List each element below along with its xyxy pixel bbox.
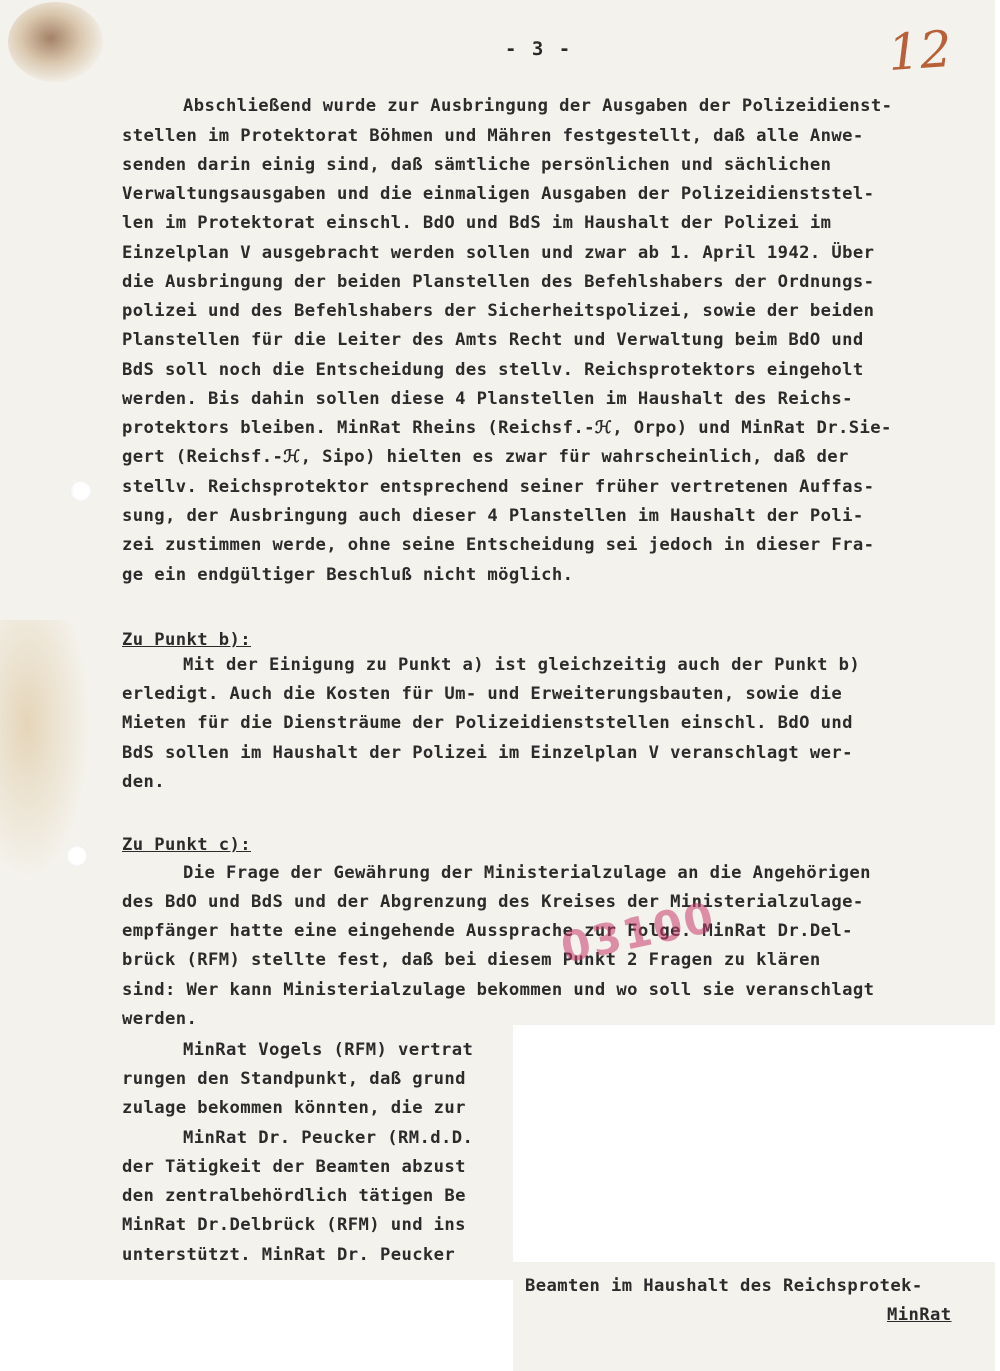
archive-stamp: 03100 bbox=[556, 892, 720, 973]
section-heading-b: Zu Punkt b): bbox=[122, 630, 251, 650]
punch-hole bbox=[66, 845, 88, 867]
text-line: empfänger hatte eine eingehende Aussprache zur Folge. MinRat Dr.Del- bbox=[122, 921, 853, 941]
section-heading-c: Zu Punkt c): bbox=[122, 835, 251, 855]
text-line: Verwaltungsausgaben und die einmaligen Ausgaben der Polizeidienststel- bbox=[122, 184, 875, 204]
text-line: stellv. Reichsprotektor entsprechend seiner früher vertretenen Auffas- bbox=[122, 477, 875, 497]
text-line: Beamten im Haushalt des Reichsprotek- bbox=[525, 1276, 923, 1296]
text-line: protektors bleiben. MinRat Rheins (Reichsf.-ℋ, Orpo) und MinRat Dr.Sie- bbox=[122, 418, 892, 438]
document-fragment bbox=[513, 1262, 995, 1371]
text-line: BdS sollen im Haushalt der Polizei im Einzelplan V veranschlagt wer- bbox=[122, 743, 853, 763]
text-line: zei zustimmen werde, ohne seine Entscheidung sei jedoch in dieser Fra- bbox=[122, 535, 875, 555]
text-line: stellen im Protektorat Böhmen und Mähren festgestellt, daß alle Anwe- bbox=[122, 126, 864, 146]
redaction-block bbox=[513, 1025, 1000, 1279]
text-line: Einzelplan V ausgebracht werden sollen und zwar ab 1. April 1942. Über bbox=[122, 243, 875, 263]
text-line: erledigt. Auch die Kosten für Um- und Erweiterungsbauten, sowie die bbox=[122, 684, 843, 704]
page-number: - 3 - bbox=[505, 38, 573, 60]
text-line: BdS soll noch die Entscheidung des stellv. Reichsprotektors eingeholt bbox=[122, 360, 864, 380]
archive-number: 12 bbox=[886, 19, 954, 83]
text-line: MinRat Vogels (RFM) vertrat bbox=[183, 1040, 474, 1060]
text-line: gert (Reichsf.-ℋ, Sipo) hielten es zwar für wahrscheinlich, daß der bbox=[122, 447, 849, 467]
text-line: ge ein endgültiger Beschluß nicht möglich. bbox=[122, 565, 574, 585]
stain-mark bbox=[8, 2, 103, 82]
stain-mark bbox=[0, 620, 90, 880]
text-line: senden darin einig sind, daß sämtliche persönlichen und sächlichen bbox=[122, 155, 832, 175]
text-line: zulage bekommen könnten, die zur bbox=[122, 1098, 466, 1118]
text-line: sind: Wer kann Ministerialzulage bekommen und wo soll sie veranschlagt bbox=[122, 980, 875, 1000]
text-line: des BdO und BdS und der Abgrenzung des Kreises der Ministerialzulage- bbox=[122, 892, 864, 912]
text-line: Mieten für die Diensträume der Polizeidienststellen einschl. BdO und bbox=[122, 713, 853, 733]
text-line: den. bbox=[122, 772, 165, 792]
text-line: Abschließend wurde zur Ausbringung der Ausgaben der Polizeidienst- bbox=[183, 96, 893, 116]
text-line: die Ausbringung der beiden Planstellen des Befehlshabers der Ordnungs- bbox=[122, 272, 875, 292]
text-line: rungen den Standpunkt, daß grund bbox=[122, 1069, 466, 1089]
text-line: MinRat Dr. Peucker (RM.d.D. bbox=[183, 1128, 474, 1148]
text-line: sung, der Ausbringung auch dieser 4 Planstellen im Haushalt der Poli- bbox=[122, 506, 864, 526]
text-line: der Tätigkeit der Beamten abzust bbox=[122, 1157, 466, 1177]
text-line: Mit der Einigung zu Punkt a) ist gleichzeitig auch der Punkt b) bbox=[183, 655, 861, 675]
text-line: unterstützt. MinRat Dr. Peucker bbox=[122, 1245, 456, 1265]
text-line: brück (RFM) stellte fest, daß bei diesem Punkt 2 Fragen zu klären bbox=[122, 950, 821, 970]
text-line: werden. Bis dahin sollen diese 4 Planstellen im Haushalt des Reichs- bbox=[122, 389, 853, 409]
text-line: polizei und des Befehlshabers der Sicherheitspolizei, sowie der beiden bbox=[122, 301, 875, 321]
text-line: werden. bbox=[122, 1009, 198, 1029]
punch-hole bbox=[70, 480, 92, 502]
text-line: den zentralbehördlich tätigen Be bbox=[122, 1186, 466, 1206]
text-line: Planstellen für die Leiter des Amts Recht und Verwaltung beim BdO und bbox=[122, 330, 864, 350]
text-line: MinRat Dr.Delbrück (RFM) und ins bbox=[122, 1215, 466, 1235]
text-line: MinRat bbox=[887, 1305, 952, 1325]
text-line: len im Protektorat einschl. BdO und BdS im Haushalt der Polizei im bbox=[122, 213, 832, 233]
text-line: Die Frage der Gewährung der Ministerialzulage an die Angehörigen bbox=[183, 863, 871, 883]
